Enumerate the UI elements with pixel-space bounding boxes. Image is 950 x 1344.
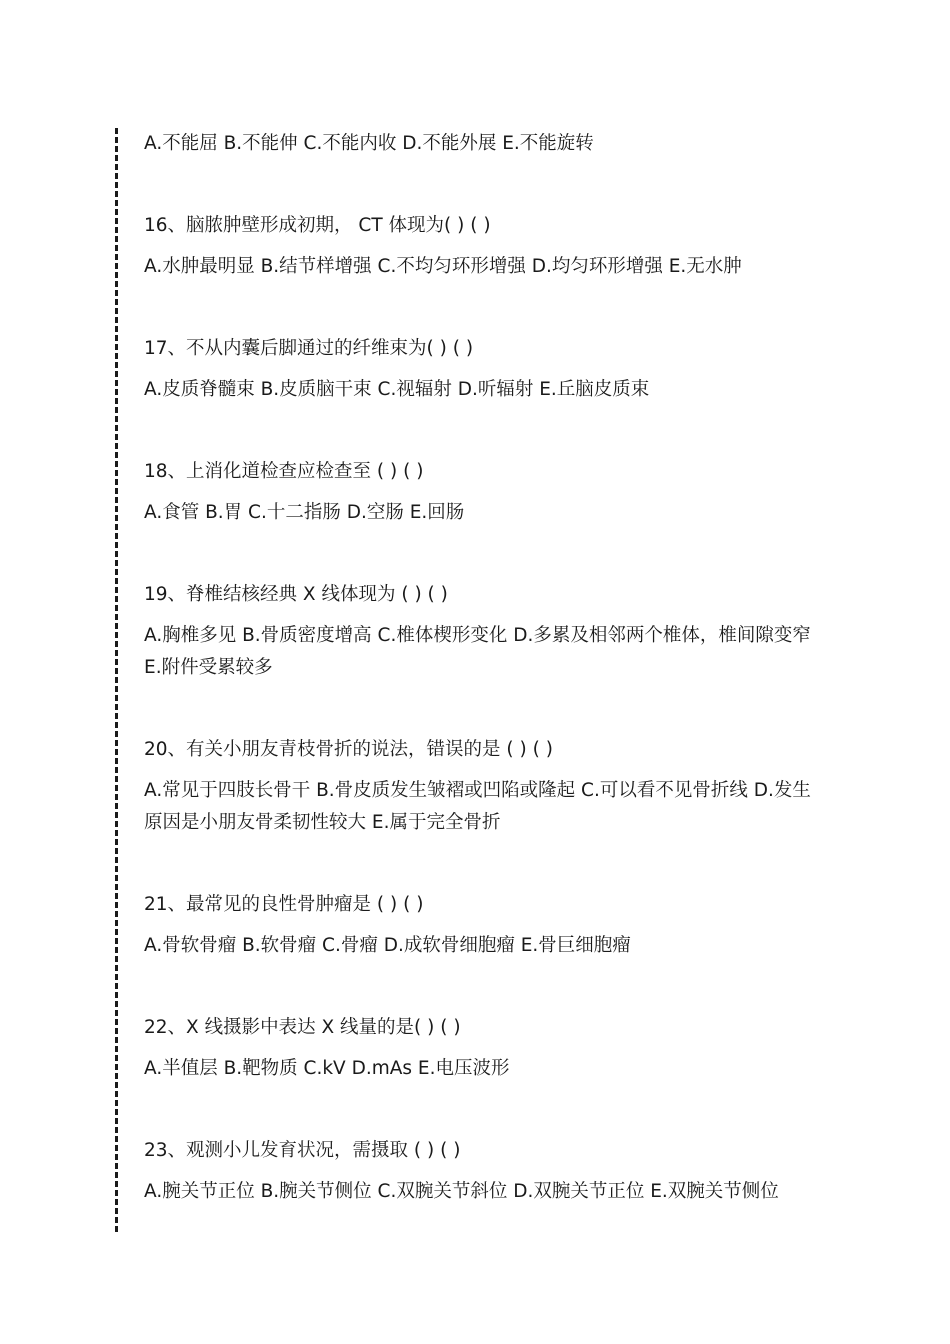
options-21: A.骨软骨瘤 B.软骨瘤 C.骨瘤 D.成软骨细胞瘤 E.骨巨细胞瘤 [144,935,631,956]
options-19: A.胸椎多见 B.骨质密度增高 C.椎体楔形变化 D.多累及相邻两个椎体，椎间隙变窄 E.附件受累较多 [144,625,811,678]
options-16: A.水肿最明显 B.结节样增强 C.不均匀环形增强 D.均匀环形增强 E.无水肿 [144,256,742,277]
question-list [144,128,824,1208]
options-22: A.半值层 B.靶物质 C.kV D.mAs E.电压波形 [144,1058,510,1079]
question-18: 18、上消化道检查应检查至 ( ) ( ) [144,461,424,482]
question-23: 23、观测小儿发育状况，需摄取 ( ) ( ) [144,1140,461,1161]
binding-dashed-line [115,128,118,1232]
options-20: A.常见于四肢长骨干 B.骨皮质发生皱褶或凹陷或隆起 C.可以看不见骨折线 D.发生原因是小朋友骨柔韧性较大 E.属于完全骨折 [144,780,811,833]
question-20: 20、有关小朋友青枝骨折的说法，错误的是 ( ) ( ) [144,739,553,760]
question-19: 19、脊椎结核经典 X 线体现为 ( ) ( ) [144,584,448,605]
options-23: A.腕关节正位 B.腕关节侧位 C.双腕关节斜位 D.双腕关节正位 E.双腕关节侧位 [144,1181,779,1202]
question-17: 17、不从内囊后脚通过的纤维束为( ) ( ) [144,338,474,359]
options-15: A.不能屈 B.不能伸 C.不能内收 D.不能外展 E.不能旋转 [144,133,594,154]
question-16: 16、脑脓肿壁形成初期， CT 体现为( ) ( ) [144,215,491,236]
question-21: 21、最常见的良性骨肿瘤是 ( ) ( ) [144,894,424,915]
question-22: 22、X 线摄影中表达 X 线量的是( ) ( ) [144,1017,461,1038]
options-18: A.食管 B.胃 C.十二指肠 D.空肠 E.回肠 [144,502,465,523]
options-17: A.皮质脊髓束 B.皮质脑干束 C.视辐射 D.听辐射 E.丘脑皮质束 [144,379,650,400]
